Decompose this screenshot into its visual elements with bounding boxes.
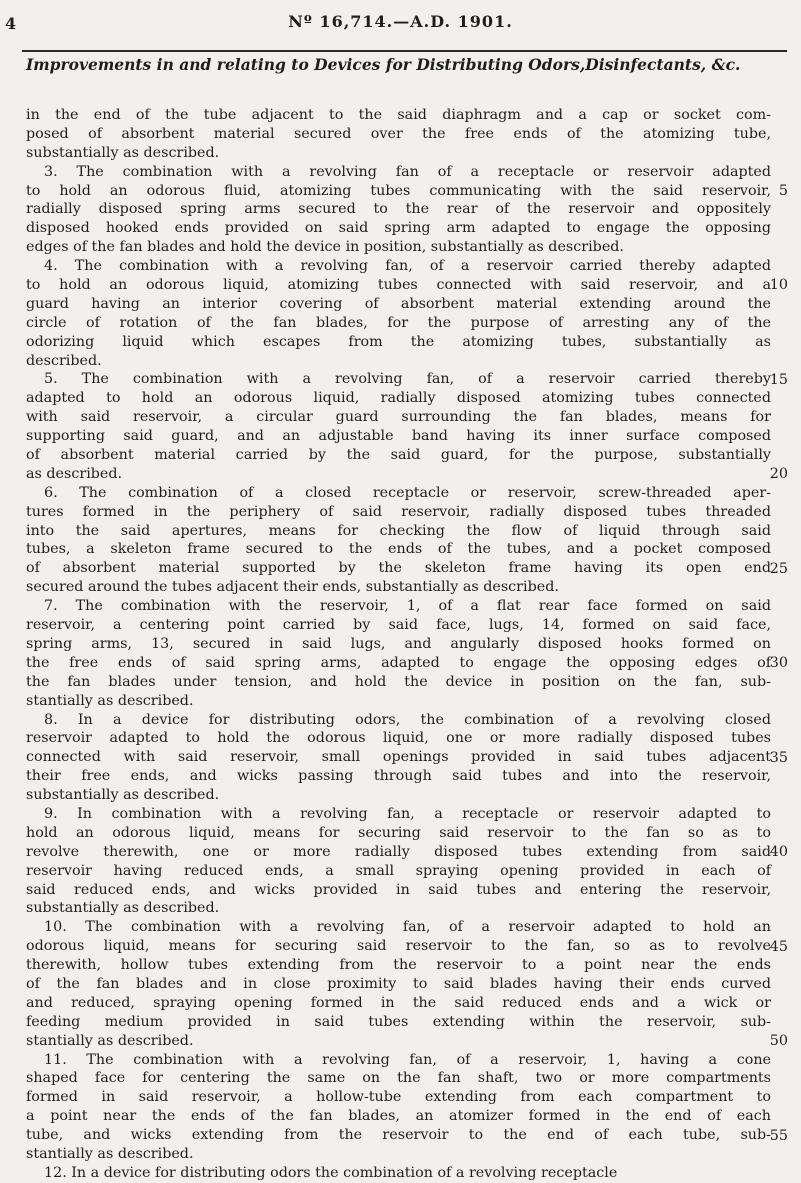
text-line: to hold an odorous fluid, atomizing tubes communicating with the said reservoir, — [26, 182, 771, 199]
text-line: 4. The combination with a revolving fan, of a reservoir carried thereby adapted — [44, 258, 771, 275]
text-line: revolve therewith, one or more radially disposed tubes extending from said — [26, 843, 771, 860]
text-line: odorous liquid, means for securing said reservoir to the fan, so as to revolve — [26, 938, 771, 955]
page-number: 4 — [5, 14, 17, 33]
text-line: tures formed in the periphery of said reservoir, radially disposed tubes threaded — [26, 503, 771, 520]
text-line: 11. The combination with a revolving fan, of a reservoir, 1, having a cone — [44, 1051, 771, 1068]
margin-line-number: 50 — [769, 1033, 788, 1050]
margin-line-number: 45 — [769, 938, 788, 955]
text-line: reservoir adapted to hold the odorous liquid, one or more radially disposed tubes — [26, 730, 771, 747]
text-line: therewith, hollow tubes extending from the reservoir to a point near the ends — [26, 957, 771, 974]
text-line: secured around the tubes adjacent their ends, substantially as described. — [26, 579, 559, 596]
text-line: of absorbent material carried by the said guard, for the purpose, substantially — [26, 447, 771, 464]
text-line: 12. In a device for distributing odors the combination of a revolving receptacle — [44, 1164, 618, 1181]
text-line: disposed hooked ends provided on said spring arm adapted to engage the opposing — [26, 220, 771, 237]
running-head: Improvements in and relating to Devices for Distributing Odors,Disinfectants, &c. — [26, 55, 741, 74]
text-line: tube, and wicks extending from the reservoir to the end of each tube, sub- — [26, 1127, 771, 1144]
text-line: 8. In a device for distributing odors, the combination of a revolving closed — [44, 711, 771, 728]
text-line: as described. — [26, 465, 123, 482]
text-line: into the said apertures, means for checking the flow of liquid through said — [26, 522, 771, 539]
text-line: radially disposed spring arms secured to the rear of the reservoir and oppositely — [26, 201, 771, 218]
patent-number: Nº 16,714.—A.D. 1901. — [288, 12, 513, 31]
text-line: of absorbent material supported by the skeleton frame having its open end — [26, 560, 771, 577]
text-line: 10. The combination with a revolving fan, of a reservoir adapted to hold an — [44, 919, 771, 936]
text-line: and reduced, spraying opening formed in the said reduced ends and a wick or — [26, 994, 771, 1011]
text-line: edges of the fan blades and hold the device in position, substantially as described. — [26, 239, 624, 256]
margin-line-number: 40 — [769, 844, 788, 861]
text-line: 7. The combination with the reservoir, 1, of a flat rear face formed on said — [44, 598, 771, 615]
text-line: formed in said reservoir, a hollow-tube extending from each compartment to — [26, 1089, 771, 1106]
text-line: circle of rotation of the fan blades, for the purpose of arresting any of the — [26, 314, 771, 331]
margin-line-number: 10 — [769, 277, 788, 294]
margin-line-number: 30 — [769, 655, 788, 672]
text-line: shaped face for centering the same on the fan shaft, two or more compartments — [26, 1070, 771, 1087]
margin-line-number: 55 — [769, 1127, 788, 1144]
text-line: posed of absorbent material secured over the free ends of the atomizing tube, — [26, 125, 771, 142]
text-line: reservoir, a centering point carried by said face, lugs, 14, formed on said face, — [26, 617, 771, 634]
text-line: guard having an interior covering of absorbent material extending around the — [26, 295, 771, 312]
text-line: connected with said reservoir, small openings provided in said tubes adjacent — [26, 749, 771, 766]
text-line: substantially as described. — [26, 900, 220, 917]
text-line: the fan blades under tension, and hold the device in position on the fan, sub- — [26, 673, 771, 690]
text-line: 9. In combination with a revolving fan, a receptacle or reservoir adapted to — [44, 805, 771, 822]
text-line: reservoir having reduced ends, a small spraying opening provided in each of — [26, 862, 771, 879]
margin-line-number: 5 — [778, 182, 788, 199]
text-line: supporting said guard, and an adjustable band having its inner surface composed — [26, 428, 771, 445]
text-line: hold an odorous liquid, means for securing said reservoir to the fan so as to — [26, 824, 771, 841]
text-line: of the fan blades and in close proximity to said blades having their ends curved — [26, 975, 771, 992]
text-line: 5. The combination with a revolving fan, of a reservoir carried thereby — [44, 371, 771, 388]
claims-body — [26, 106, 771, 1183]
text-line: stantially as described. — [26, 1032, 194, 1049]
text-line: the free ends of said spring arms, adapted to engage the opposing edges of — [26, 654, 771, 671]
text-line: substantially as described. — [26, 144, 220, 161]
text-line: stantially as described. — [26, 692, 194, 709]
text-line: 3. The combination with a revolving fan of a receptacle or reservoir adapted — [44, 163, 771, 180]
text-line: spring arms, 13, secured in said lugs, and angularly disposed hooks formed on — [26, 635, 771, 652]
text-line: in the end of the tube adjacent to the said diaphragm and a cap or socket com- — [26, 107, 771, 123]
margin-line-number: 25 — [769, 560, 788, 577]
text-line: feeding medium provided in said tubes extending within the reservoir, sub- — [26, 1013, 771, 1030]
text-line: with said reservoir, a circular guard surrounding the fan blades, means for — [26, 409, 771, 426]
text-line: stantially as described. — [26, 1145, 194, 1162]
text-line: to hold an odorous liquid, atomizing tubes connected with said reservoir, and a — [26, 277, 771, 294]
margin-line-number: 15 — [769, 371, 788, 388]
text-line: substantially as described. — [26, 787, 220, 804]
text-line: tubes, a skeleton frame secured to the ends of the tubes, and a pocket composed — [26, 541, 771, 558]
margin-line-number: 20 — [769, 466, 788, 483]
text-line: their free ends, and wicks passing through said tubes and into the reservoir, — [26, 768, 771, 785]
text-line: said reduced ends, and wicks provided in said tubes and entering the reservoir, — [26, 881, 771, 898]
text-line: 6. The combination of a closed receptacle or reservoir, screw-threaded aper- — [44, 484, 771, 501]
text-line: odorizing liquid which escapes from the atomizing tubes, substantially as — [26, 333, 771, 350]
margin-line-number: 35 — [769, 749, 788, 766]
text-line: adapted to hold an odorous liquid, radially disposed atomizing tubes connected — [26, 390, 771, 407]
text-line: described. — [26, 352, 102, 369]
text-line: a point near the ends of the fan blades, an atomizer formed in the end of each — [26, 1108, 771, 1125]
header-rule — [22, 50, 787, 52]
